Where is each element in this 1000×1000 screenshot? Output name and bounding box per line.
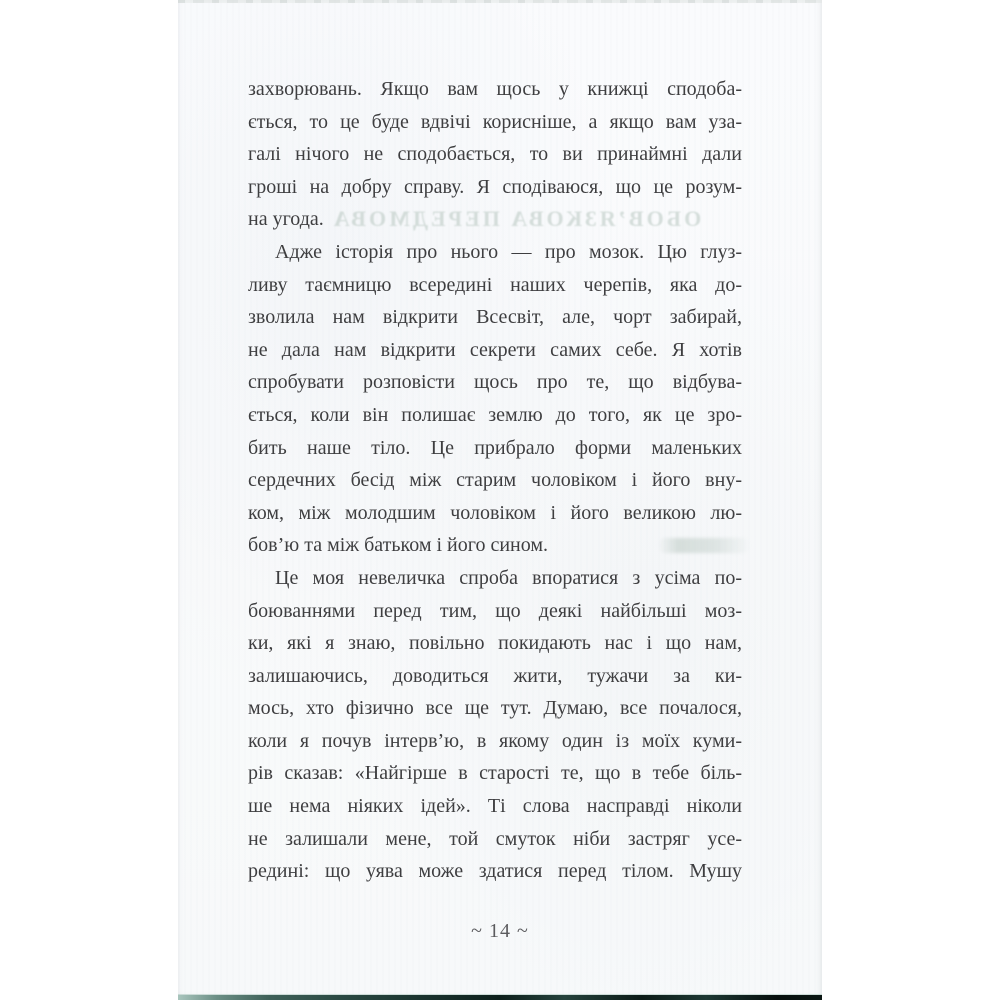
- text-line: коли я почув інтерв’ю, в якому один із моїх куми-: [248, 729, 742, 752]
- text-line: залишаючись, доводиться жити, тужачи за ки-: [248, 664, 742, 687]
- text-line: ється, коли він полишає землю до того, як це зро-: [248, 403, 742, 426]
- text-line: спробувати розповісти щось про те, що відбува-: [248, 371, 742, 394]
- text-line: не залишали мене, той смуток ніби застряг усе-: [248, 827, 742, 850]
- text-line: гроші на добру справу. Я сподіваюся, що це розум-: [248, 175, 742, 198]
- text-line: захворювань. Якщо вам щось у книжці сподоба-: [248, 78, 742, 100]
- text-line: бов’ю та між батьком і його сином.: [248, 534, 549, 557]
- text-line: галі нічого не сподобається, то ви принаймні дали: [248, 143, 742, 166]
- book-page-scan: [178, 0, 822, 1000]
- text-line: Це моя невеличка спроба впоратися з усіма по-: [275, 566, 742, 589]
- text-line: ше нема ніяких ідей». Ті слова насправді ніколи: [248, 795, 742, 818]
- book-cover-edge-strip: [178, 995, 822, 1000]
- page-number: ~ 14 ~: [471, 920, 529, 942]
- text-line: на угода.: [248, 208, 324, 231]
- text-line: боюваннями перед тим, що деякі найбільші моз-: [248, 599, 742, 622]
- body-text: [248, 73, 742, 888]
- text-line: не дала нам відкрити секрети самих себе. Я хотів: [248, 338, 742, 361]
- text-line: бить наше тіло. Це прибрало форми маленьких: [248, 436, 742, 459]
- bleed-through-heading: ОБОВ’ЯЗКОВА ПЕРЕДМОВА: [330, 206, 702, 231]
- text-line: ливу таємницю всередині наших черепів, яка до-: [248, 273, 742, 296]
- text-line: сердечних бесід між старим чоловіком і його вну-: [248, 469, 742, 492]
- text-line: рів сказав: «Найгірше в старості те, що в тебе біль-: [248, 762, 742, 785]
- text-line: зволила нам відкрити Всесвіт, але, чорт забирай,: [248, 306, 742, 329]
- text-line: мось, хто фізично все ще тут. Думаю, все почалося,: [248, 697, 742, 720]
- text-line: ком, між молодшим чоловіком і його великою лю-: [248, 501, 742, 524]
- text-line: редині: що уява може здатися перед тілом. Мушу: [248, 860, 742, 883]
- text-line: ки, які я знаю, повільно покидають нас і що нам,: [248, 632, 742, 655]
- text-line: Адже історія про нього — про мозок. Цю глуз-: [275, 240, 742, 263]
- page-top-edge-texture: [178, 0, 822, 3]
- text-line: ється, то це буде вдвічі корисніше, а якщо вам уза-: [248, 110, 742, 133]
